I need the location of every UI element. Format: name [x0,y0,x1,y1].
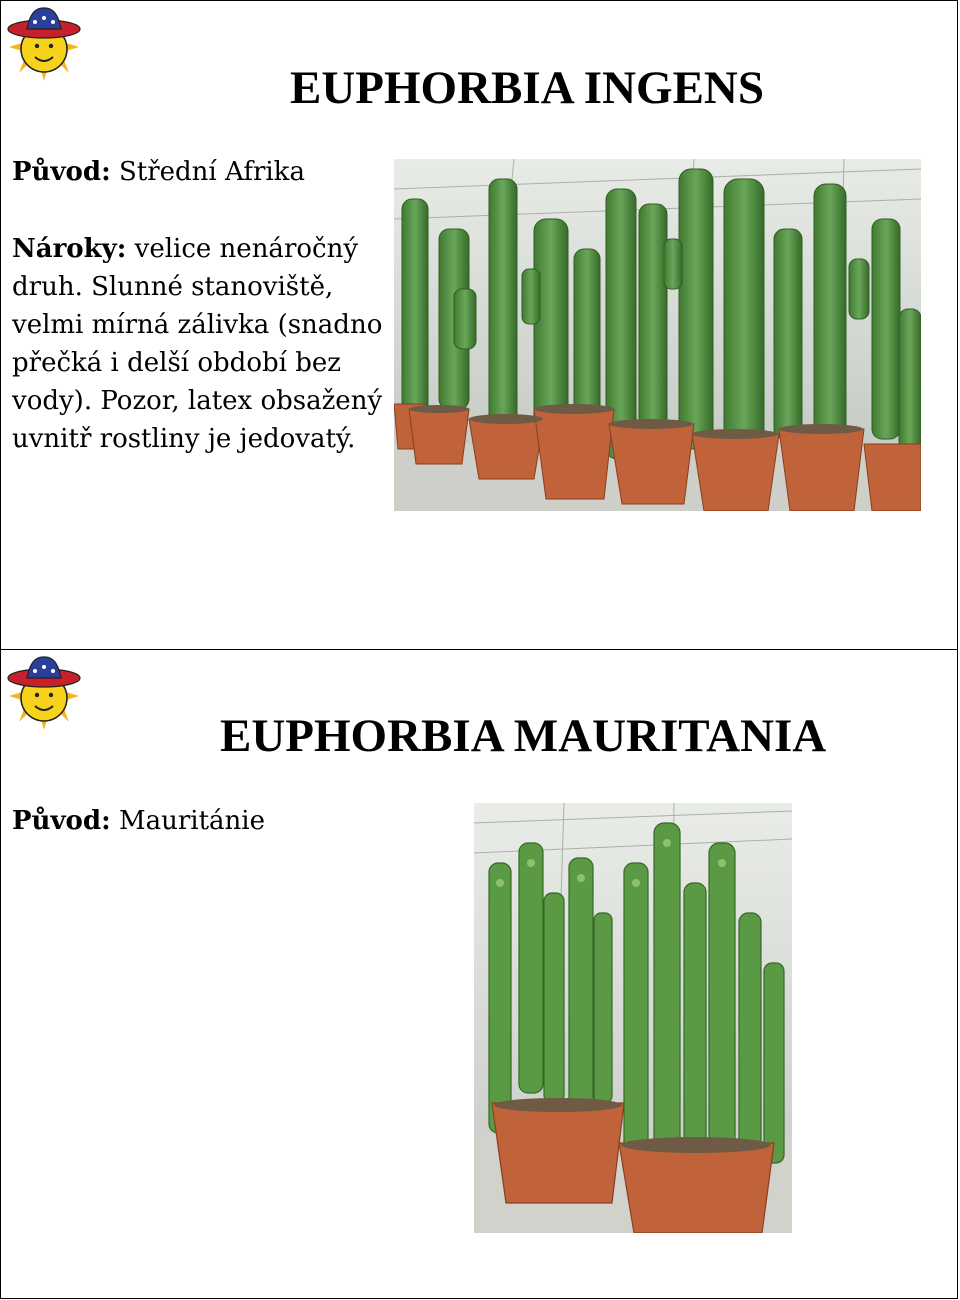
origin-value: Mauritánie [118,806,265,836]
plant-photo-ingens [394,159,921,511]
sun-sombrero-logo [5,5,83,83]
origin-label: Původ: [12,806,111,836]
origin-label: Původ: [12,157,111,187]
plant-title: EUPHORBIA MAURITANIA [220,710,827,762]
origin-line [12,153,372,191]
origin-value: Střední Afrika [118,157,305,187]
needs-value: velice nenáročný druh. Slunné stanoviště, velmi mírná zálivka (snadno přečká i delší období bez vody). Pozor, latex obsažený uvnitř rostliny je jedovatý. [12,234,383,454]
plant-title: EUPHORBIA INGENS [290,62,765,114]
plant-photo-mauritania [474,803,792,1233]
needs-label: Nároky: [12,234,127,264]
needs-paragraph [12,230,384,458]
plant-card-mauritania [0,649,958,1299]
origin-line [12,802,372,840]
plant-card-ingens [0,0,958,650]
sun-sombrero-logo [5,654,83,732]
